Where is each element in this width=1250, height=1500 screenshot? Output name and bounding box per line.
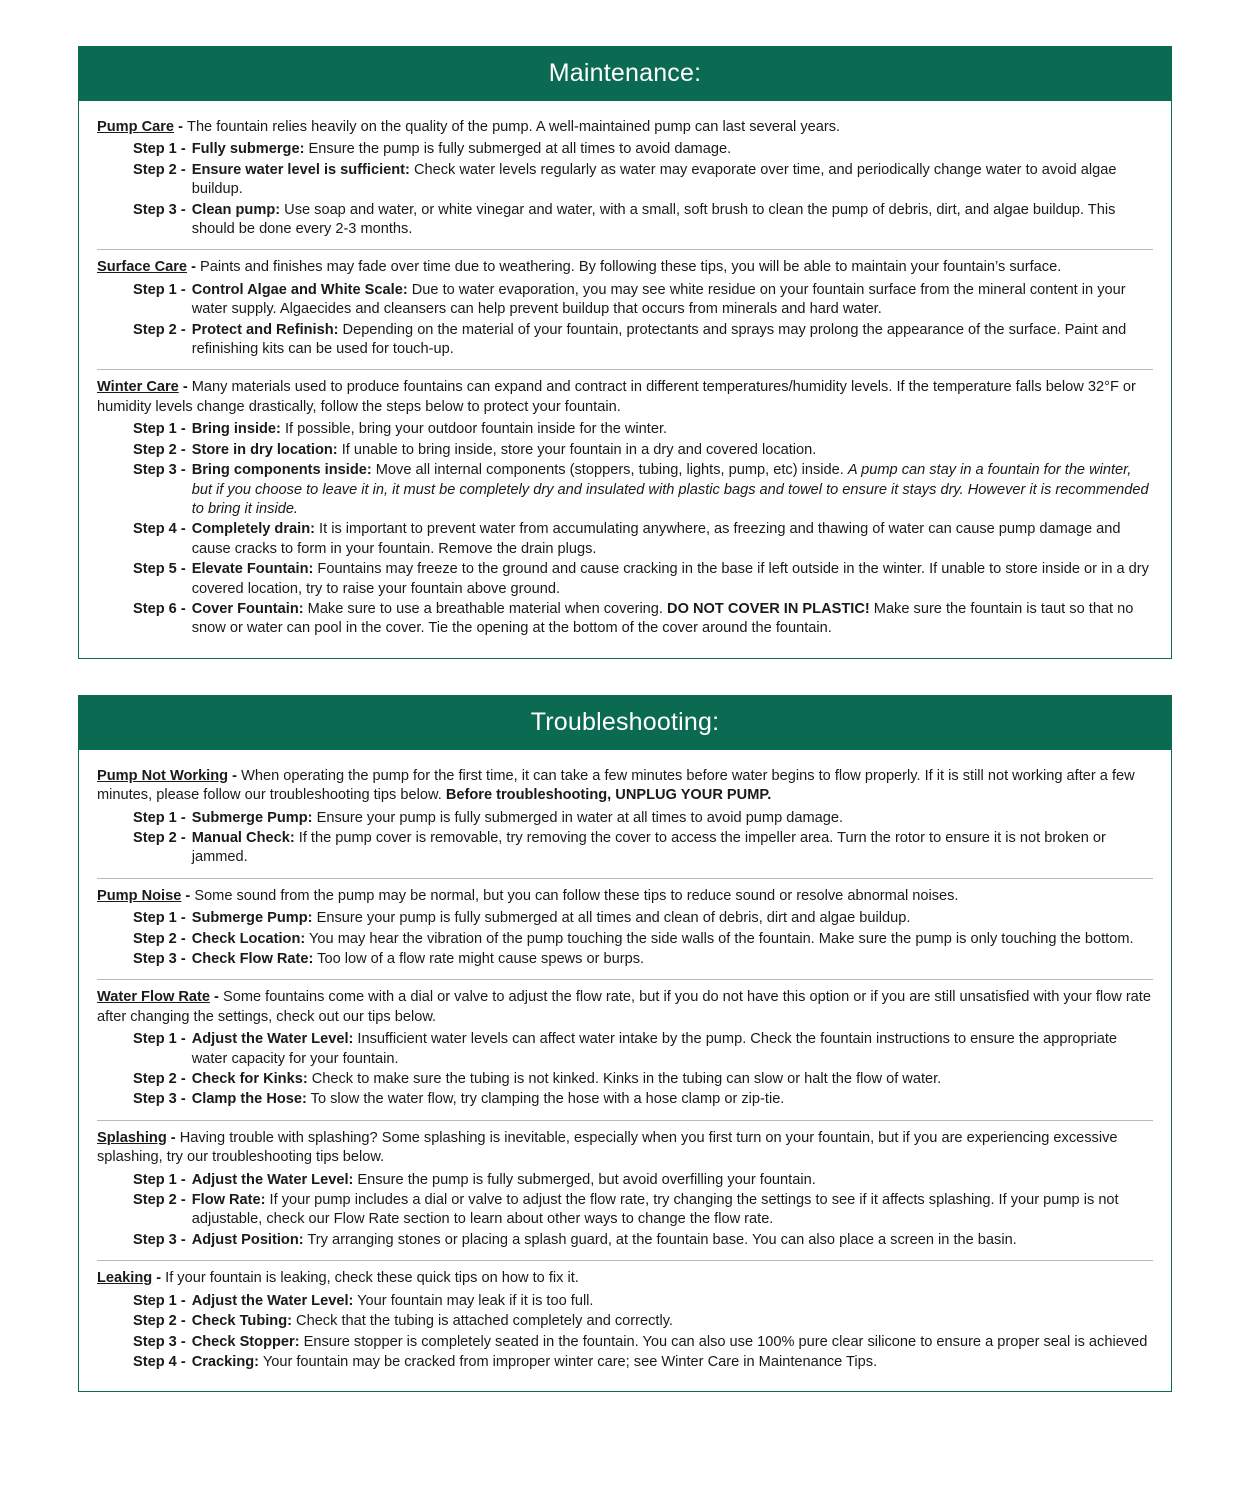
step-label: Step 5 - [133, 561, 186, 578]
section-intro [97, 378, 1153, 417]
step-label: Step 2 - [133, 1192, 186, 1209]
step-item [97, 930, 1153, 949]
step-label: Step 1 - [133, 1292, 186, 1309]
step-item [97, 1292, 1153, 1311]
step-item [97, 1171, 1153, 1190]
section-intro [97, 258, 1153, 277]
section-intro [97, 1269, 1153, 1288]
maintenance-panel [78, 46, 1172, 659]
step-list [97, 909, 1153, 969]
step-text: Check Stopper: Ensure stopper is completely seated in the fountain. You can also use 100% pure clear silicone to ensure a proper seal is achieved [191, 1333, 1148, 1350]
step-text: Clamp the Hose: To slow the water flow, try clamping the hose with a hose clamp or zip-tie. [191, 1091, 785, 1108]
step-label: Step 1 - [133, 809, 186, 826]
troubleshooting-header: Troubleshooting: [79, 696, 1171, 750]
step-label: Step 1 - [133, 1031, 186, 1048]
step-text: Protect and Refinish: Depending on the material of your fountain, protectants and sprays may prolong the appearance of the surface. Paint and refinishing kits can be used for touch-up. [191, 321, 1127, 358]
maintenance-header: Maintenance: [79, 47, 1171, 101]
section-title: Pump Noise [97, 887, 182, 904]
step-item [97, 909, 1153, 928]
step-item [97, 950, 1153, 969]
step-text: Manual Check: If the pump cover is removable, try removing the cover to access the impeller area. Turn the rotor to ensure it is not broken or jammed. [191, 829, 1106, 866]
care-section [97, 378, 1153, 641]
step-item [97, 1333, 1153, 1352]
step-text: Check Flow Rate: Too low of a flow rate might cause spews or burps. [191, 951, 645, 967]
maintenance-body [79, 101, 1171, 658]
section-intro [97, 767, 1153, 806]
step-label: Step 2 - [133, 441, 186, 458]
section-intro [97, 118, 1153, 137]
care-section [97, 258, 1153, 370]
step-item [97, 1090, 1153, 1109]
step-text: Submerge Pump: Ensure your pump is fully submerged in water at all times to avoid pump damage. [191, 809, 844, 826]
step-label: Step 2 - [133, 1313, 186, 1330]
section-dash: - [178, 379, 192, 396]
step-label: Step 3 - [133, 1231, 186, 1248]
step-label: Step 2 - [133, 161, 186, 178]
step-item [97, 281, 1153, 320]
section-intro [97, 988, 1153, 1027]
step-label: Step 3 - [133, 1091, 186, 1108]
step-label: Step 4 - [133, 521, 186, 538]
section-intro [97, 887, 1153, 906]
care-section [97, 767, 1153, 879]
step-item [97, 600, 1153, 639]
step-label: Step 1 - [133, 1171, 186, 1188]
step-label: Step 1 - [133, 141, 186, 158]
step-text: Fully submerge: Ensure the pump is fully submerged at all times to avoid damage. [191, 141, 732, 158]
section-dash: - [187, 259, 201, 276]
step-list [97, 809, 1153, 868]
section-title: Pump Care [97, 119, 175, 135]
step-text: Adjust the Water Level: Your fountain may leak if it is too full. [191, 1292, 594, 1309]
step-label: Step 1 - [133, 421, 186, 438]
step-label: Step 6 - [133, 600, 186, 617]
section-intro-text: If your fountain is leaking, check these quick tips on how to fix it. [165, 1270, 579, 1287]
step-item [97, 829, 1153, 868]
step-item [97, 140, 1153, 159]
section-title: Splashing [97, 1129, 167, 1146]
step-text: Adjust Position: Try arranging stones or placing a splash guard, at the fountain base. You can also place a screen in the basin. [191, 1231, 1017, 1248]
step-label: Step 1 - [133, 281, 186, 298]
step-item [97, 461, 1153, 519]
section-intro-text: Having trouble with splashing? Some splashing is inevitable, especially when you first turn on your fountain, but if you are experiencing excessive splashing, try our troubleshooting tips below. [97, 1129, 1118, 1166]
step-text: Completely drain: It is important to prevent water from accumulating anywhere, as freezing and thawing of water can cause pump damage and cause cracks to form in your fountain. Remove the drain plugs. [191, 521, 1121, 557]
step-list [97, 1030, 1153, 1110]
step-item [97, 1231, 1153, 1250]
step-label: Step 3 - [133, 201, 186, 218]
section-intro-text: Some sound from the pump may be normal, but you can follow these tips to reduce sound or resolve abnormal noises. [194, 887, 959, 904]
section-dash: - [152, 1270, 166, 1287]
step-text: Clean pump: Use soap and water, or white vinegar and water, with a small, soft brush to clean the pump of debris, dirt, and algae buildup. This should be done every 2-3 months. [191, 201, 1116, 238]
step-text: Ensure water level is sufficient: Check water levels regularly as water may evaporate over time, and periodically change water to avoid algae buildup. [191, 161, 1117, 198]
step-list [97, 1171, 1153, 1251]
step-item [97, 809, 1153, 828]
section-title: Winter Care [97, 379, 179, 396]
step-text: Adjust the Water Level: Ensure the pump is fully submerged, but avoid overfilling your fountain. [191, 1171, 816, 1188]
step-list [97, 420, 1153, 638]
section-intro-text: The fountain relies heavily on the quality of the pump. A well-maintained pump can last several years. [187, 119, 841, 135]
step-text: Adjust the Water Level: Insufficient water levels can affect water intake by the pump. Check the fountain instructions to ensure the appropriate water capacity for your fountain. [191, 1031, 1117, 1067]
care-section [97, 988, 1153, 1120]
step-text: Bring components inside: Move all internal components (stoppers, tubing, lights, pump, etc) inside. A pump can stay in a fountain for the winter, but if you choose to leave it in, it must be completely dry and insulated with plastic bags and towel to ensure it stays dry. However it is recommended to bring it inside. [191, 462, 1149, 517]
step-label: Step 3 - [133, 951, 186, 967]
step-text: Control Algae and White Scale: Due to water evaporation, you may see white residue on your fountain surface from the mineral content in your water supply. Algaecides and cleansers can help prevent buildup that occurs from minerals and hard water. [191, 281, 1126, 318]
step-text: Check Location: You may hear the vibration of the pump touching the side walls of the fountain. Make sure the pump is only touching the bottom. [191, 930, 1134, 947]
step-text: Check for Kinks: Check to make sure the tubing is not kinked. Kinks in the tubing can slow or halt the flow of water. [191, 1071, 942, 1088]
section-title: Water Flow Rate [97, 989, 210, 1006]
troubleshooting-panel [78, 695, 1172, 1393]
step-item [97, 420, 1153, 439]
step-item [97, 1030, 1153, 1069]
troubleshooting-body [79, 750, 1171, 1392]
step-item [97, 1312, 1153, 1331]
step-list [97, 281, 1153, 360]
section-title: Surface Care [97, 259, 188, 276]
step-text: Elevate Fountain: Fountains may freeze to the ground and cause cracking in the base if left outside in the winter. If unable to store inside or in a dry covered location, try to raise your fountain above ground. [191, 561, 1149, 597]
section-dash: - [228, 767, 242, 784]
section-intro-text: Many materials used to produce fountains can expand and contract in different temperatures/humidity levels. If the temperature falls below 32°F or humidity levels change drastically, follow the steps below to protect your fountain. [97, 379, 1136, 415]
care-section [97, 1269, 1153, 1375]
step-label: Step 2 - [133, 321, 186, 338]
step-text: Submerge Pump: Ensure your pump is fully submerged at all times and clean of debris, dirt and algae buildup. [191, 910, 911, 927]
section-intro-text: Paints and finishes may fade over time due to weathering. By following these tips, you will be able to maintain your fountain’s surface. [200, 259, 1062, 276]
step-item [97, 161, 1153, 200]
section-intro-text: When operating the pump for the first time, it can take a few minutes before water begins to flow properly. If it is still not working after a few minutes, please follow our troubleshooting tips below. [97, 767, 1135, 804]
section-intro-emphasis: Before troubleshooting, UNPLUG YOUR PUMP. [445, 787, 772, 804]
section-dash: - [174, 119, 188, 135]
section-dash: - [209, 989, 223, 1006]
step-list [97, 1292, 1153, 1373]
step-text: Store in dry location: If unable to bring inside, store your fountain in a dry and covered location. [191, 441, 817, 458]
care-section [97, 118, 1153, 250]
step-label: Step 1 - [133, 910, 186, 927]
step-text: Check Tubing: Check that the tubing is attached completely and correctly. [191, 1313, 673, 1330]
step-text: Cracking: Your fountain may be cracked from improper winter care; see Winter Care in Maintenance Tips. [191, 1353, 878, 1370]
step-list [97, 140, 1153, 239]
section-dash: - [166, 1129, 180, 1146]
step-label: Step 2 - [133, 1071, 186, 1088]
step-label: Step 3 - [133, 462, 186, 479]
step-item [97, 201, 1153, 240]
step-label: Step 4 - [133, 1353, 186, 1370]
step-item [97, 1191, 1153, 1230]
step-label: Step 2 - [133, 829, 186, 846]
step-label: Step 2 - [133, 930, 186, 947]
step-text: Flow Rate: If your pump includes a dial or valve to adjust the flow rate, try changing the settings to see if it affects splashing. If your pump is not adjustable, check our Flow Rate section to learn about other ways to change the flow rate. [191, 1192, 1119, 1228]
section-title: Leaking [97, 1270, 153, 1287]
step-text: Cover Fountain: Make sure to use a breathable material when covering. DO NOT COVER IN PLASTIC! Make sure the fountain is taut so that no snow or water can pool in the cover. Tie the opening at the bottom of the cover around the fountain. [191, 600, 1134, 637]
step-item [97, 441, 1153, 460]
step-item [97, 560, 1153, 599]
step-text: Bring inside: If possible, bring your outdoor fountain inside for the winter. [191, 421, 668, 438]
step-item [97, 1070, 1153, 1089]
step-label: Step 3 - [133, 1333, 186, 1350]
care-section [97, 1129, 1153, 1261]
care-section [97, 887, 1153, 981]
step-item [97, 321, 1153, 360]
section-intro-text: Some fountains come with a dial or valve to adjust the flow rate, but if you do not have this option or if you are still unsatisfied with your flow rate after changing the settings, check out our tips below. [97, 989, 1151, 1025]
step-item [97, 1353, 1153, 1372]
section-dash: - [181, 887, 195, 904]
section-title: Pump Not Working [97, 767, 229, 784]
section-intro [97, 1129, 1153, 1168]
step-item [97, 520, 1153, 559]
